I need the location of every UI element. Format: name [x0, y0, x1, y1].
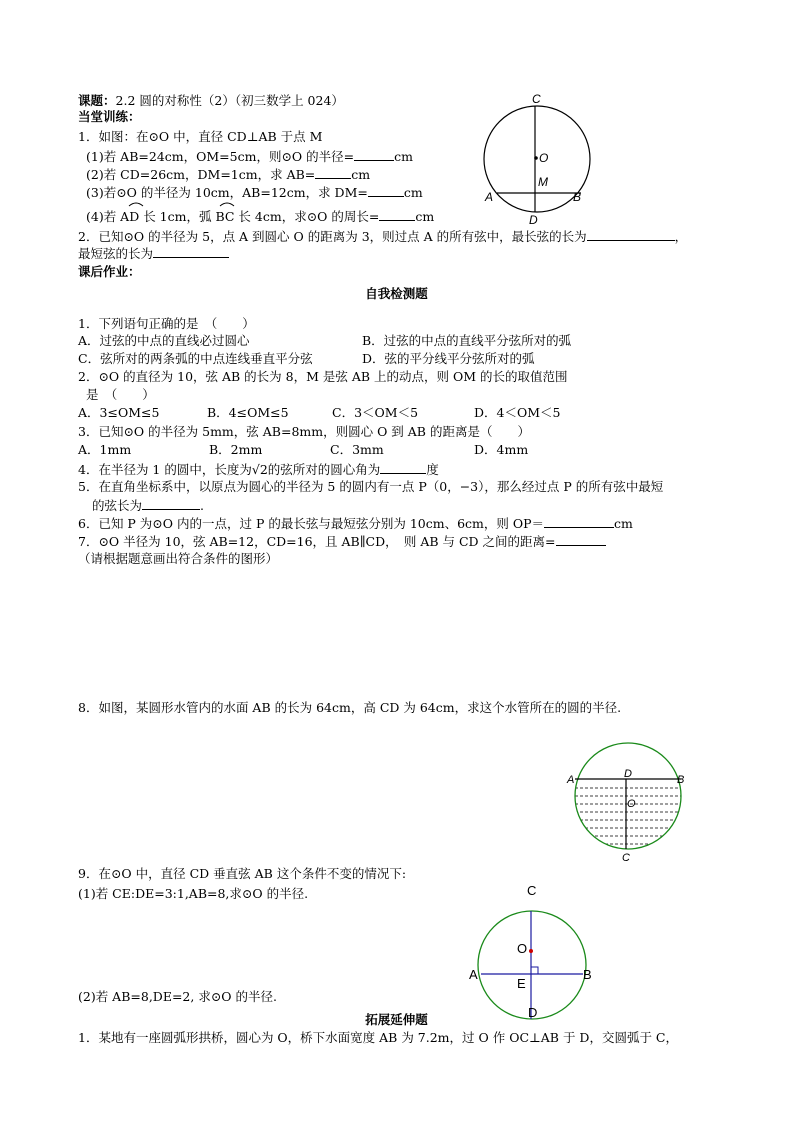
practice-q1-1: [86, 148, 413, 165]
label-c: C: [527, 883, 537, 898]
label-o: O: [517, 941, 528, 956]
label-b: B: [677, 774, 685, 786]
q5-period: .: [200, 498, 204, 513]
selftest-q3-option-d: D．4mm: [474, 442, 529, 457]
practice-q1-3: [86, 184, 423, 201]
selftest-q6: [78, 515, 633, 532]
label-b: B: [573, 190, 582, 204]
label-b: B: [583, 967, 592, 982]
label-m: M: [538, 175, 548, 189]
q1-3-unit: cm: [403, 185, 423, 200]
selftest-heading: 自我检测题: [365, 286, 428, 301]
label-c: C: [532, 92, 541, 106]
selftest-q2-option-a: A．3≤OM≤5: [78, 405, 160, 420]
selftest-q8: 8．如图，某圆形水管内的水面 AB 的长为 64cm，高 CD 为 64cm，求这个水管所在的圆的半径.: [78, 700, 622, 715]
practice-q1: 1．如图：在⊙O 中，直径 CD⊥AB 于点 M: [78, 129, 323, 144]
selftest-q7-note: （请根据题意画出符合条件的图形）: [78, 551, 279, 566]
practice-q2: [78, 228, 687, 245]
selftest-q7: [78, 533, 606, 550]
q7-text: 7．⊙O 半径为 10，弦 AB=12，CD=16，且 AB∥CD， 则 AB 与 CD 之间的距离=: [78, 534, 556, 549]
selftest-q1-option-b: B．过弦的中点的直线平分弦所对的弧: [362, 333, 572, 348]
answer-blank[interactable]: [142, 497, 200, 510]
extension-q1: 1．某地有一座圆弧形拱桥，圆心为 O，桥下水面宽度 AB 为 7.2m，过 O 作 OC⊥AB 于 D，交圆弧于 C，: [78, 1030, 678, 1045]
title-text: 2.2 圆的对称性（2）（初三数学上 024）: [115, 93, 344, 108]
selftest-q3-option-c: C．3mm: [330, 442, 384, 457]
q1-1-text: (1)若 AB=24cm，OM=5cm，则⊙O 的半径=: [86, 149, 355, 164]
selftest-q9-2: (2)若 AB=8,DE=2, 求⊙O 的半径.: [78, 989, 277, 1004]
q1-4-text: (4)若 AD 长 1cm，弧 BC 长 4cm，求⊙O 的周长=: [86, 209, 380, 224]
answer-blank[interactable]: [153, 245, 229, 258]
label-c: C: [622, 852, 630, 864]
answer-blank[interactable]: [379, 208, 415, 221]
selftest-q9: 9．在⊙O 中，直径 CD 垂直弦 AB 这个条件不变的情况下:: [78, 866, 407, 881]
selftest-q2: 2．⊙O 的直径为 10，弦 AB 的长为 8，M 是弦 AB 上的动点，则 OM 的长的取值范围: [78, 369, 568, 384]
q1-1-unit: cm: [394, 149, 413, 164]
selftest-q5: 5．在直角坐标系中，以原点为圆心的半径为 5 的圆内有一点 P（0，−3），那么经过点 P 的所有弦中最短: [78, 479, 664, 494]
selftest-q1-option-d: D．弦的平分线平分弦所对的弧: [362, 351, 535, 366]
practice-q1-2: [86, 166, 370, 183]
homework-heading: 课后作业：: [78, 264, 141, 279]
label-e: E: [517, 976, 526, 991]
selftest-q1-option-a: A．过弦的中点的直线必过圆心: [78, 333, 250, 348]
selftest-q5-line2: [92, 497, 204, 514]
practice-heading: 当堂训练：: [78, 109, 141, 124]
answer-blank[interactable]: [380, 461, 426, 474]
label-o: O: [539, 151, 549, 165]
selftest-q1: 1．下列语句正确的是 （ ）: [78, 316, 255, 331]
right-angle-icon: [531, 967, 538, 974]
label-a: A: [567, 774, 575, 786]
q1-4-unit: cm: [415, 209, 435, 224]
title-label: 课题：: [78, 93, 116, 108]
selftest-q3-option-b: B．2mm: [209, 442, 263, 457]
center-point: [529, 949, 533, 953]
answer-blank[interactable]: [315, 166, 351, 179]
figure-circle-cd-ab: [478, 90, 598, 230]
q5-text-2: 的弦长为: [92, 498, 143, 513]
selftest-q2-option-c: C．3＜OM＜5: [332, 405, 419, 420]
center-point: [534, 156, 538, 160]
selftest-q2-option-d: D．4＜OM＜5: [474, 405, 561, 420]
label-o: O: [627, 798, 636, 810]
arc-mark-ad-icon: [128, 201, 144, 207]
selftest-q2-option-b: B．4≤OM≤5: [207, 405, 289, 420]
label-d: D: [624, 768, 632, 780]
practice-q2-line2: [78, 245, 229, 262]
label-d: D: [529, 213, 538, 227]
label-a: A: [469, 967, 478, 982]
arc-mark-bc-icon: [219, 201, 235, 207]
circle: [478, 911, 586, 1019]
q1-2-unit: cm: [351, 167, 371, 182]
q6-text: 6．已知 P 为⊙O 内的一点，过 P 的最长弦与最短弦分别为 10cm、6cm，则 OP＝: [78, 516, 545, 531]
selftest-q1-option-c: C．弦所对的两条弧的中点连线垂直平分弦: [78, 351, 313, 366]
practice-q1-4: [86, 208, 434, 225]
answer-blank[interactable]: [354, 148, 394, 161]
answer-blank[interactable]: [556, 533, 606, 546]
selftest-q3: 3．已知⊙O 的半径为 5mm，弦 AB=8mm，则圆心 O 到 AB 的距离是（ ）: [78, 424, 530, 439]
q4-unit: 度: [426, 462, 439, 477]
q6-unit: cm: [614, 516, 633, 531]
water-region: [560, 788, 695, 844]
figure-circle-cd-ab-e: [462, 878, 612, 1020]
q1-2-text: (2)若 CD=26cm，DM=1cm，求 AB=: [86, 167, 316, 182]
selftest-q3-option-a: A．1mm: [78, 442, 132, 457]
answer-blank[interactable]: [368, 184, 404, 197]
label-a: A: [485, 190, 494, 204]
q4-text: 4．在半径为 1 的圆中，长度为√2的弦所对的圆心角为: [78, 462, 381, 477]
q2-comma: ，: [674, 229, 688, 244]
q2-text-2: 最短弦的长为: [78, 246, 154, 261]
selftest-q4: [78, 461, 439, 478]
answer-blank[interactable]: [587, 228, 675, 241]
q2-text: 2．已知⊙O 的半径为 5，点 A 到圆心 O 的距离为 3，则过点 A 的所有弦中，最长弦的长为: [78, 229, 587, 244]
title-line: [78, 93, 344, 109]
selftest-q9-1: (1)若 CE:DE=3:1,AB=8,求⊙O 的半径.: [78, 886, 309, 901]
selftest-q2-line2: 是 （ ）: [86, 387, 155, 402]
extension-heading: 拓展延伸题: [365, 1012, 428, 1027]
label-d: D: [528, 1005, 538, 1020]
answer-blank[interactable]: [544, 515, 614, 528]
figure-water-pipe: [560, 738, 695, 868]
q1-3-text: (3)若⊙O 的半径为 10cm，AB=12cm，求 DM=: [86, 185, 368, 200]
